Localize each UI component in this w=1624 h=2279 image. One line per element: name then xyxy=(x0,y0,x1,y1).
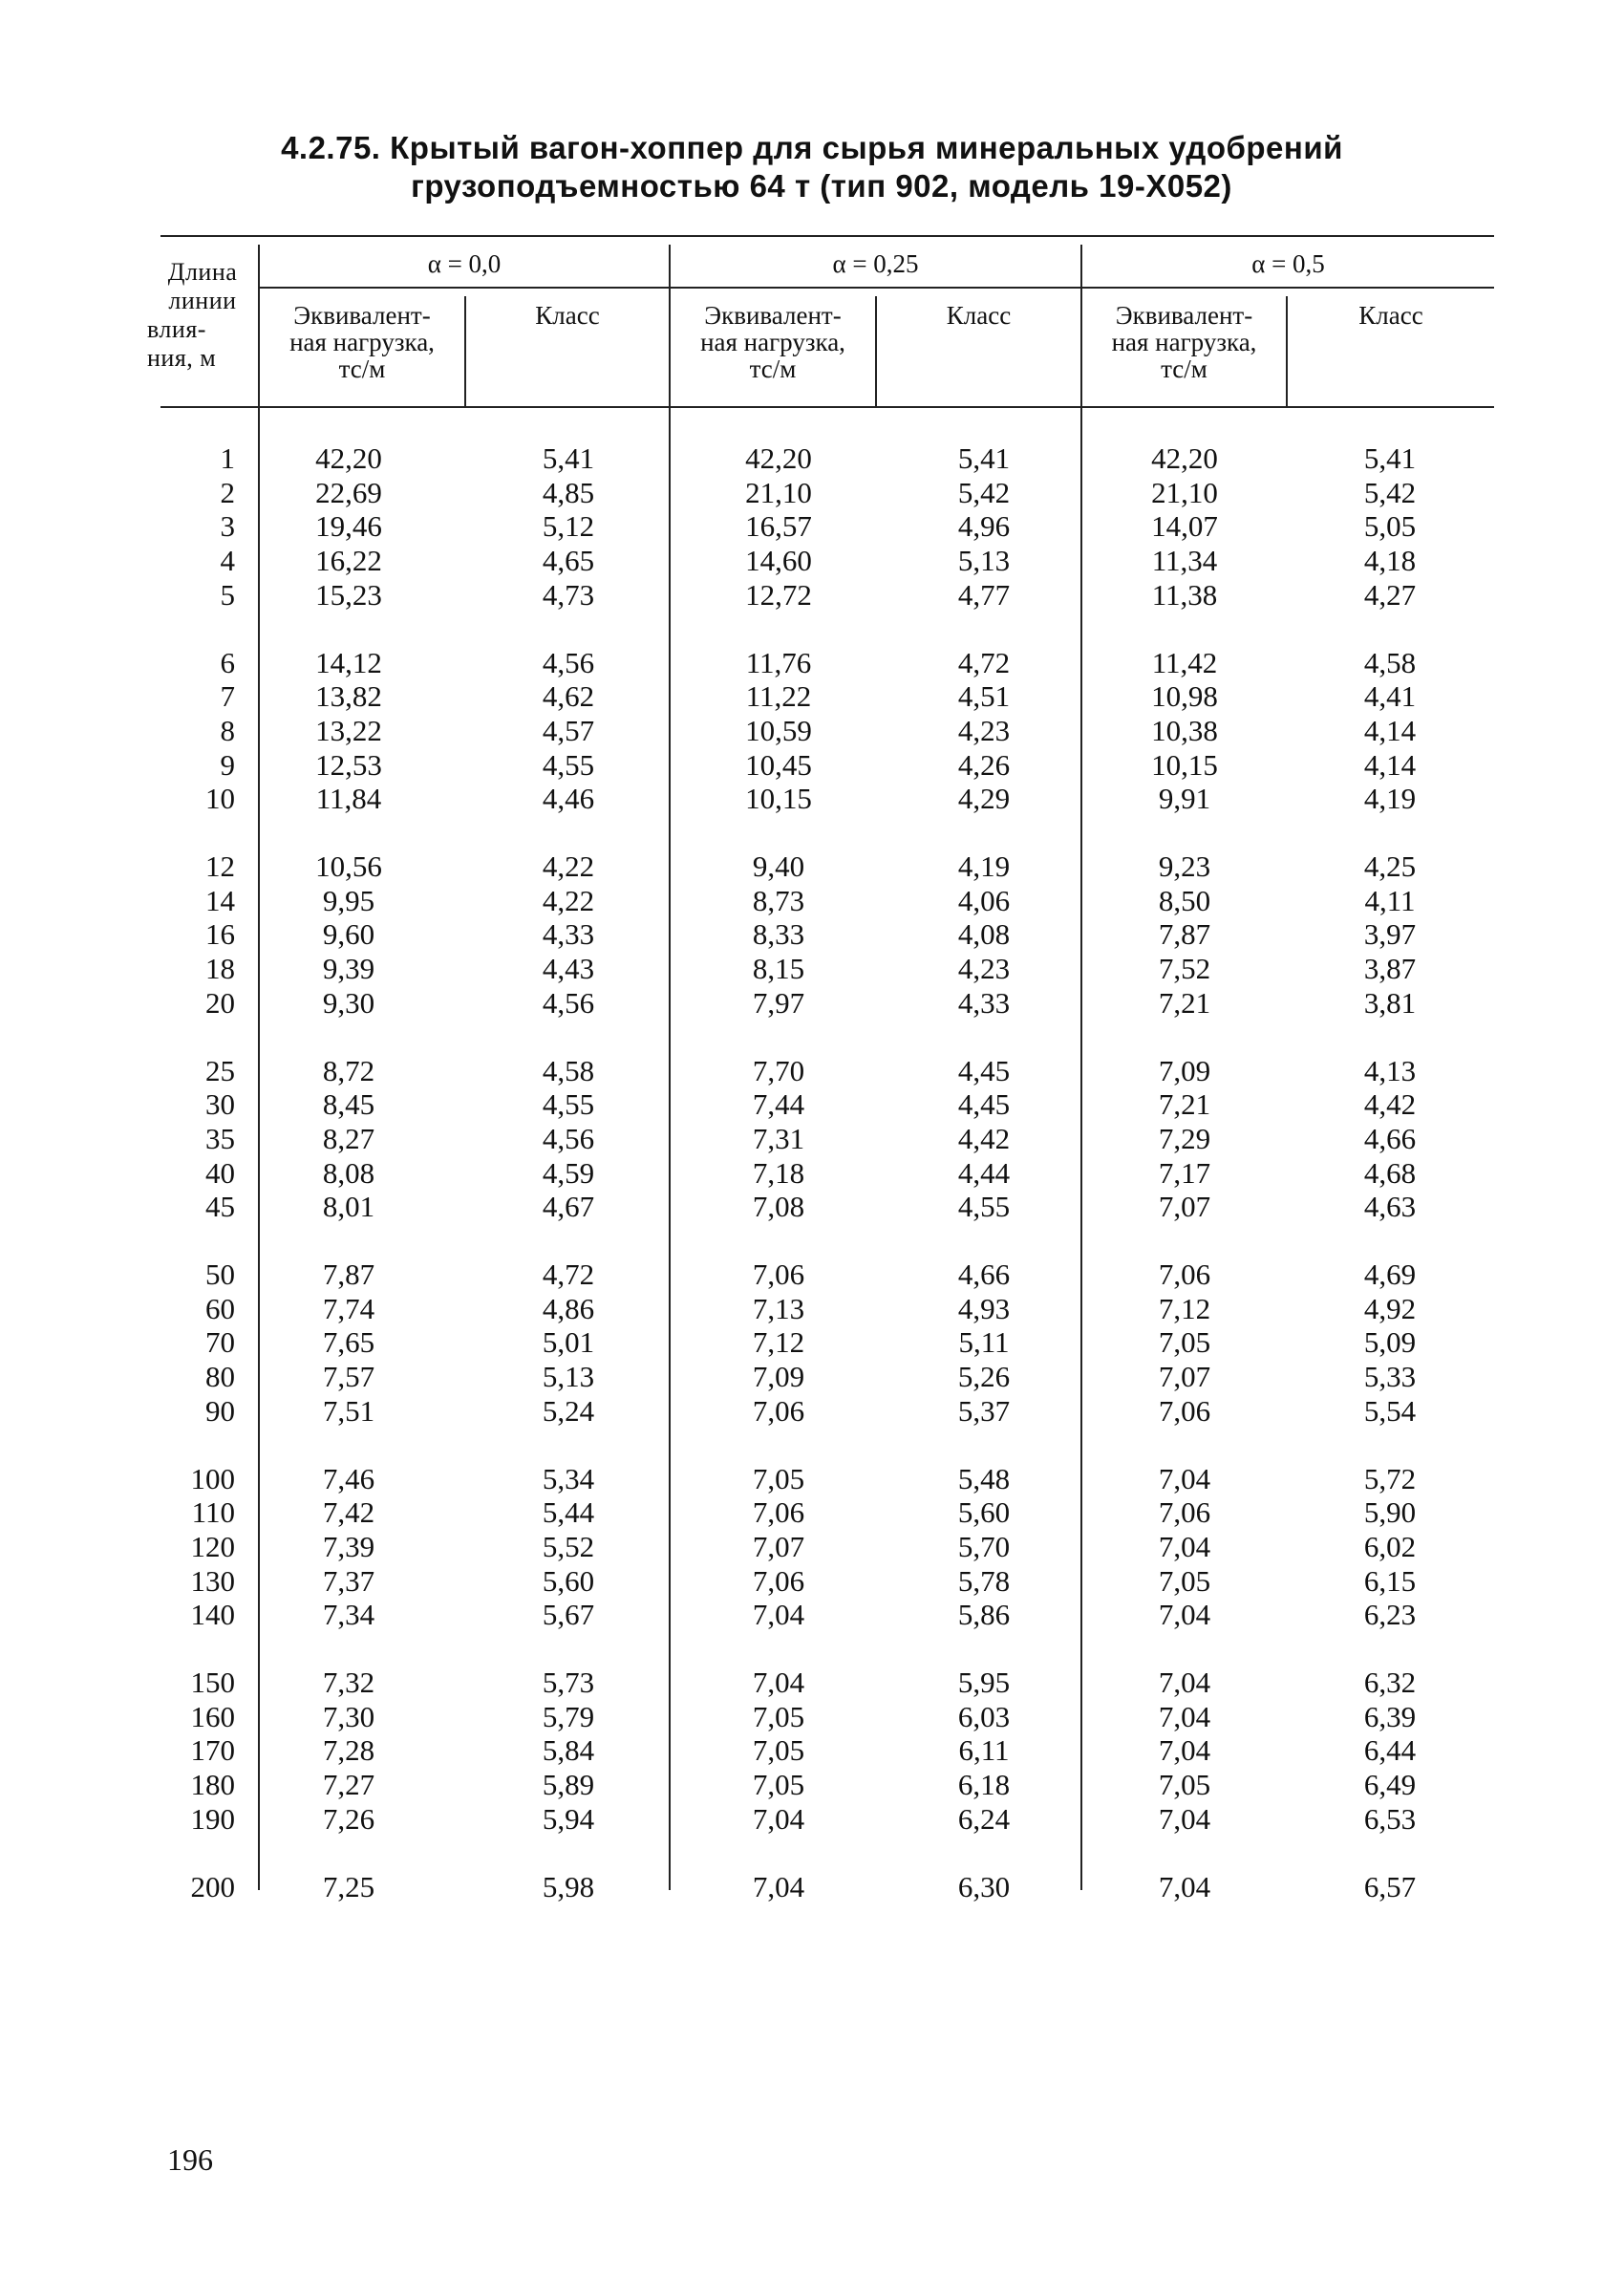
table-cell-a00-load: 15,23 xyxy=(315,578,382,612)
table-cell-a00-class: 5,52 xyxy=(542,1530,595,1563)
table-cell-length: 50 xyxy=(205,1258,235,1291)
table-cell-a05-load: 11,42 xyxy=(1151,646,1218,679)
table-cell-length: 150 xyxy=(190,1666,235,1699)
stub-divider xyxy=(258,245,260,1890)
table-cell-length: 30 xyxy=(205,1087,235,1121)
table-cell-length: 16 xyxy=(205,917,235,951)
table-cell-a00-load: 9,30 xyxy=(322,986,375,1020)
table-cell-a025-class: 4,51 xyxy=(957,679,1011,713)
table-cell-a05-load: 7,87 xyxy=(1158,917,1211,951)
alpha-header-0: α = 0,0 xyxy=(427,249,502,278)
table-cell-a025-class: 4,93 xyxy=(957,1292,1011,1325)
header-bottom-rule xyxy=(160,406,1494,408)
table-cell-a05-class: 5,54 xyxy=(1363,1394,1417,1428)
table-cell-a05-load: 42,20 xyxy=(1151,441,1218,475)
table-cell-a00-class: 5,94 xyxy=(542,1802,595,1836)
table-cell-a025-load: 7,97 xyxy=(752,986,805,1020)
table-cell-length: 160 xyxy=(190,1700,235,1733)
table-cell-a05-load: 7,04 xyxy=(1158,1700,1211,1733)
table-cell-length: 80 xyxy=(205,1360,235,1393)
load-header-line: ная нагрузка, xyxy=(289,328,435,356)
table-cell-a00-class: 4,22 xyxy=(542,849,595,883)
table-cell-a025-class: 5,13 xyxy=(957,544,1011,577)
table-cell-a05-load: 7,21 xyxy=(1158,1087,1211,1121)
table-cell-a00-class: 5,41 xyxy=(542,441,595,475)
table-cell-a05-load: 7,07 xyxy=(1158,1360,1211,1393)
table-cell-a00-class: 4,59 xyxy=(542,1156,595,1190)
table-cell-a05-load: 7,29 xyxy=(1158,1122,1211,1155)
stub-header-line-2: линии xyxy=(168,287,237,314)
table-cell-a05-class: 6,02 xyxy=(1363,1530,1417,1563)
load-header-025 xyxy=(671,302,875,382)
table-cell-a05-load: 7,05 xyxy=(1158,1325,1211,1359)
table-cell-a025-class: 4,96 xyxy=(957,509,1011,543)
table-cell-a05-class: 4,19 xyxy=(1363,782,1417,815)
class-header-0: Класс xyxy=(535,301,600,330)
table-cell-a00-class: 5,73 xyxy=(542,1666,595,1699)
table-cell-a00-class: 4,72 xyxy=(542,1258,595,1291)
table-cell-a025-class: 6,18 xyxy=(957,1768,1011,1801)
table-cell-a00-class: 4,67 xyxy=(542,1190,595,1223)
table-cell-a00-class: 5,24 xyxy=(542,1394,595,1428)
table-cell-a025-class: 6,30 xyxy=(957,1870,1011,1903)
table-cell-a025-load: 14,60 xyxy=(745,544,812,577)
table-cell-a05-class: 4,63 xyxy=(1363,1190,1417,1223)
table-cell-a00-load: 7,32 xyxy=(322,1666,375,1699)
table-cell-a025-class: 4,72 xyxy=(957,646,1011,679)
load-header-line: тс/м xyxy=(749,355,797,383)
table-cell-length: 35 xyxy=(205,1122,235,1155)
group-divider-1 xyxy=(669,245,671,1890)
load-header-line: тс/м xyxy=(1161,355,1207,383)
table-cell-a025-class: 4,55 xyxy=(957,1190,1011,1223)
load-header-line: ная нагрузка, xyxy=(700,328,845,356)
table-cell-a05-load: 7,21 xyxy=(1158,986,1211,1020)
table-cell-length: 20 xyxy=(205,986,235,1020)
load-header-0 xyxy=(260,302,464,382)
table-cell-a00-load: 7,42 xyxy=(322,1495,375,1529)
table-cell-a05-class: 6,15 xyxy=(1363,1564,1417,1598)
table-cell-a00-class: 4,56 xyxy=(542,1122,595,1155)
table-cell-a05-class: 5,09 xyxy=(1363,1325,1417,1359)
table-cell-a00-load: 42,20 xyxy=(315,441,382,475)
table-cell-a025-class: 5,78 xyxy=(957,1564,1011,1598)
table-cell-length: 3 xyxy=(220,509,235,543)
table-cell-a00-class: 4,85 xyxy=(542,476,595,509)
table-cell-a025-load: 7,44 xyxy=(752,1087,805,1121)
table-cell-a025-load: 7,31 xyxy=(752,1122,805,1155)
group-divider-2 xyxy=(1080,245,1082,1890)
table-cell-a05-class: 3,87 xyxy=(1363,952,1417,985)
table-cell-a00-class: 4,57 xyxy=(542,714,595,747)
table-cell-a025-load: 21,10 xyxy=(745,476,812,509)
table-cell-a05-class: 4,68 xyxy=(1363,1156,1417,1190)
table-cell-length: 100 xyxy=(190,1462,235,1495)
table-cell-a00-load: 11,84 xyxy=(315,782,382,815)
table-cell-a025-load: 9,40 xyxy=(752,849,805,883)
table-cell-a00-class: 4,58 xyxy=(542,1054,595,1087)
table-cell-a05-class: 6,44 xyxy=(1363,1733,1417,1767)
table-cell-a05-class: 6,39 xyxy=(1363,1700,1417,1733)
table-cell-a05-class: 4,92 xyxy=(1363,1292,1417,1325)
table-cell-a05-class: 4,13 xyxy=(1363,1054,1417,1087)
table-cell-a025-class: 4,19 xyxy=(957,849,1011,883)
table-cell-a025-class: 6,24 xyxy=(957,1802,1011,1836)
table-cell-a025-class: 4,42 xyxy=(957,1122,1011,1155)
title-line-1: 4.2.75. Крытый вагон-хоппер для сырья минеральных удобрений xyxy=(281,130,1343,165)
table-cell-a025-load: 7,06 xyxy=(752,1258,805,1291)
table-cell-a025-load: 7,08 xyxy=(752,1190,805,1223)
table-cell-a025-load: 16,57 xyxy=(745,509,812,543)
table-cell-a025-load: 7,70 xyxy=(752,1054,805,1087)
table-cell-a05-class: 4,58 xyxy=(1363,646,1417,679)
table-cell-a025-load: 12,72 xyxy=(745,578,812,612)
table-cell-a00-load: 9,95 xyxy=(322,884,375,917)
table-cell-a00-class: 5,60 xyxy=(542,1564,595,1598)
table-cell-a05-load: 7,04 xyxy=(1158,1733,1211,1767)
table-cell-a05-class: 6,57 xyxy=(1363,1870,1417,1903)
table-cell-a00-load: 12,53 xyxy=(315,748,382,782)
table-cell-a05-load: 7,04 xyxy=(1158,1666,1211,1699)
table-cell-a025-load: 8,73 xyxy=(752,884,805,917)
table-cell-a00-class: 5,12 xyxy=(542,509,595,543)
table-cell-a00-load: 9,60 xyxy=(322,917,375,951)
table-cell-a025-load: 7,13 xyxy=(752,1292,805,1325)
table-cell-a00-class: 5,84 xyxy=(542,1733,595,1767)
table-cell-a00-load: 16,22 xyxy=(315,544,382,577)
table-cell-a025-load: 10,59 xyxy=(745,714,812,747)
table-cell-a025-load: 8,33 xyxy=(752,917,805,951)
table-cell-a05-class: 4,18 xyxy=(1363,544,1417,577)
table-cell-a00-load: 8,08 xyxy=(322,1156,375,1190)
class-header-05: Класс xyxy=(1358,301,1423,330)
table-cell-a05-load: 14,07 xyxy=(1151,509,1218,543)
table-cell-a05-class: 4,41 xyxy=(1363,679,1417,713)
table-cell-a00-load: 7,25 xyxy=(322,1870,375,1903)
table-cell-a025-class: 4,23 xyxy=(957,714,1011,747)
table-cell-a05-class: 4,42 xyxy=(1363,1087,1417,1121)
table-cell-a00-class: 4,65 xyxy=(542,544,595,577)
table-cell-a00-load: 7,46 xyxy=(322,1462,375,1495)
table-cell-a025-load: 7,06 xyxy=(752,1394,805,1428)
table-cell-a025-class: 5,42 xyxy=(957,476,1011,509)
table-cell-length: 18 xyxy=(205,952,235,985)
table-cell-a00-load: 7,27 xyxy=(322,1768,375,1801)
table-cell-a05-class: 5,41 xyxy=(1363,441,1417,475)
table-cell-length: 90 xyxy=(205,1394,235,1428)
table-cell-a00-class: 5,79 xyxy=(542,1700,595,1733)
table-cell-length: 7 xyxy=(220,679,235,713)
table-cell-length: 5 xyxy=(220,578,235,612)
table-cell-length: 9 xyxy=(220,748,235,782)
load-header-line: Эквивалент- xyxy=(1115,301,1253,330)
table-cell-a025-load: 10,45 xyxy=(745,748,812,782)
table-cell-a05-class: 4,27 xyxy=(1363,578,1417,612)
table-cell-length: 70 xyxy=(205,1325,235,1359)
table-cell-a05-load: 7,12 xyxy=(1158,1292,1211,1325)
table-cell-a025-load: 7,05 xyxy=(752,1768,805,1801)
table-cell-a05-load: 21,10 xyxy=(1151,476,1218,509)
table-cell-a025-class: 4,26 xyxy=(957,748,1011,782)
load-header-line: ная нагрузка, xyxy=(1111,328,1257,356)
page-number: 196 xyxy=(167,2142,213,2177)
table-cell-a025-class: 5,95 xyxy=(957,1666,1011,1699)
table-cell-a05-class: 6,49 xyxy=(1363,1768,1417,1801)
table-cell-a00-class: 4,33 xyxy=(542,917,595,951)
table-cell-length: 120 xyxy=(190,1530,235,1563)
table-cell-a00-class: 4,22 xyxy=(542,884,595,917)
table-cell-a025-load: 42,20 xyxy=(745,441,812,475)
table-cell-a025-load: 7,05 xyxy=(752,1700,805,1733)
alpha-header-rule xyxy=(260,287,1494,289)
table-cell-a025-load: 7,04 xyxy=(752,1870,805,1903)
table-cell-length: 200 xyxy=(190,1870,235,1903)
table-cell-a025-class: 5,26 xyxy=(957,1360,1011,1393)
table-cell-a025-class: 5,86 xyxy=(957,1598,1011,1631)
table-cell-a05-load: 7,17 xyxy=(1158,1156,1211,1190)
table-cell-a025-load: 7,04 xyxy=(752,1802,805,1836)
table-cell-a00-load: 7,34 xyxy=(322,1598,375,1631)
table-cell-a025-load: 7,06 xyxy=(752,1495,805,1529)
table-cell-a05-load: 10,38 xyxy=(1151,714,1218,747)
table-cell-a00-class: 5,13 xyxy=(542,1360,595,1393)
table-cell-length: 6 xyxy=(220,646,235,679)
table-cell-a00-class: 4,43 xyxy=(542,952,595,985)
table-cell-a05-class: 4,69 xyxy=(1363,1258,1417,1291)
stub-header-line-3: влия- xyxy=(147,315,206,343)
table-cell-length: 180 xyxy=(190,1768,235,1801)
table-cell-a00-load: 10,56 xyxy=(315,849,382,883)
table-cell-a025-load: 7,07 xyxy=(752,1530,805,1563)
stub-header xyxy=(147,258,258,373)
table-cell-a05-load: 7,06 xyxy=(1158,1394,1211,1428)
table-cell-a05-load: 9,23 xyxy=(1158,849,1211,883)
table-cell-a00-load: 7,28 xyxy=(322,1733,375,1767)
table-cell-a05-class: 4,66 xyxy=(1363,1122,1417,1155)
table-cell-a00-class: 4,62 xyxy=(542,679,595,713)
table-cell-a00-load: 7,74 xyxy=(322,1292,375,1325)
table-cell-a00-load: 8,27 xyxy=(322,1122,375,1155)
table-cell-a025-load: 10,15 xyxy=(745,782,812,815)
table-cell-a05-class: 5,90 xyxy=(1363,1495,1417,1529)
table-cell-a025-class: 4,66 xyxy=(957,1258,1011,1291)
table-cell-a025-class: 4,45 xyxy=(957,1054,1011,1087)
table-cell-a05-load: 7,04 xyxy=(1158,1870,1211,1903)
table-cell-a025-class: 5,41 xyxy=(957,441,1011,475)
table-cell-a025-load: 7,12 xyxy=(752,1325,805,1359)
table-cell-a05-class: 4,14 xyxy=(1363,748,1417,782)
table-cell-a025-class: 5,48 xyxy=(957,1462,1011,1495)
table-cell-a00-class: 4,86 xyxy=(542,1292,595,1325)
table-top-rule xyxy=(160,235,1494,237)
table-cell-a05-class: 5,72 xyxy=(1363,1462,1417,1495)
table-cell-length: 140 xyxy=(190,1598,235,1631)
table-cell-a05-load: 11,38 xyxy=(1151,578,1218,612)
table-cell-a025-load: 8,15 xyxy=(752,952,805,985)
table-cell-a00-load: 19,46 xyxy=(315,509,382,543)
table-cell-a00-load: 14,12 xyxy=(315,646,382,679)
table-cell-a00-class: 4,55 xyxy=(542,1087,595,1121)
table-cell-a05-load: 7,09 xyxy=(1158,1054,1211,1087)
table-cell-length: 25 xyxy=(205,1054,235,1087)
table-cell-a00-load: 13,22 xyxy=(315,714,382,747)
table-cell-a025-load: 7,04 xyxy=(752,1666,805,1699)
table-cell-a05-load: 7,04 xyxy=(1158,1462,1211,1495)
table-cell-length: 170 xyxy=(190,1733,235,1767)
table-cell-a025-class: 4,06 xyxy=(957,884,1011,917)
table-cell-a025-class: 4,23 xyxy=(957,952,1011,985)
table-cell-a05-load: 7,07 xyxy=(1158,1190,1211,1223)
table-cell-a00-class: 4,56 xyxy=(542,986,595,1020)
table-cell-length: 4 xyxy=(220,544,235,577)
table-cell-a025-load: 7,04 xyxy=(752,1598,805,1631)
table-cell-a025-load: 7,05 xyxy=(752,1733,805,1767)
load-header-05 xyxy=(1082,302,1286,382)
table-cell-a05-class: 3,97 xyxy=(1363,917,1417,951)
table-cell-a05-load: 7,05 xyxy=(1158,1768,1211,1801)
table-cell-a025-load: 11,76 xyxy=(745,646,812,679)
table-cell-length: 60 xyxy=(205,1292,235,1325)
table-cell-a05-class: 6,53 xyxy=(1363,1802,1417,1836)
table-cell-a025-class: 4,33 xyxy=(957,986,1011,1020)
table-cell-a025-class: 6,03 xyxy=(957,1700,1011,1733)
table-cell-a025-load: 7,06 xyxy=(752,1564,805,1598)
table-cell-a05-load: 11,34 xyxy=(1151,544,1218,577)
table-cell-a05-class: 3,81 xyxy=(1363,986,1417,1020)
table-cell-a00-load: 8,01 xyxy=(322,1190,375,1223)
table-cell-a00-class: 4,56 xyxy=(542,646,595,679)
table-cell-a00-class: 5,98 xyxy=(542,1870,595,1903)
table-cell-a025-class: 4,29 xyxy=(957,782,1011,815)
table-cell-a025-class: 5,70 xyxy=(957,1530,1011,1563)
table-cell-a05-load: 7,06 xyxy=(1158,1258,1211,1291)
table-cell-a00-load: 8,72 xyxy=(322,1054,375,1087)
table-cell-a05-class: 4,11 xyxy=(1364,884,1416,917)
table-cell-a00-class: 5,01 xyxy=(542,1325,595,1359)
table-cell-a025-load: 7,09 xyxy=(752,1360,805,1393)
table-cell-a05-class: 4,25 xyxy=(1363,849,1417,883)
table-cell-a05-class: 5,33 xyxy=(1363,1360,1417,1393)
table-cell-a00-load: 7,87 xyxy=(322,1258,375,1291)
table-cell-a025-class: 6,11 xyxy=(958,1733,1010,1767)
table-cell-a05-class: 5,42 xyxy=(1363,476,1417,509)
stub-header-line-4: ния, м xyxy=(147,344,217,372)
table-cell-a05-load: 7,06 xyxy=(1158,1495,1211,1529)
table-cell-a00-load: 7,65 xyxy=(322,1325,375,1359)
load-header-line: Эквивалент- xyxy=(704,301,842,330)
table-cell-a00-class: 5,44 xyxy=(542,1495,595,1529)
table-cell-a05-load: 10,15 xyxy=(1151,748,1218,782)
table-cell-length: 10 xyxy=(205,782,235,815)
table-cell-length: 45 xyxy=(205,1190,235,1223)
table-cell-length: 2 xyxy=(220,476,235,509)
table-cell-a025-class: 5,11 xyxy=(958,1325,1010,1359)
load-header-line: тс/м xyxy=(338,355,386,383)
table-cell-length: 40 xyxy=(205,1156,235,1190)
table-cell-a05-load: 7,04 xyxy=(1158,1598,1211,1631)
table-cell-a05-class: 6,32 xyxy=(1363,1666,1417,1699)
table-cell-a00-load: 9,39 xyxy=(322,952,375,985)
table-cell-a00-load: 13,82 xyxy=(315,679,382,713)
table-cell-a05-load: 8,50 xyxy=(1158,884,1211,917)
table-cell-a05-load: 7,04 xyxy=(1158,1802,1211,1836)
table-cell-a00-load: 22,69 xyxy=(315,476,382,509)
table-cell-a05-class: 4,14 xyxy=(1363,714,1417,747)
table-cell-a00-class: 4,55 xyxy=(542,748,595,782)
table-cell-a05-class: 5,05 xyxy=(1363,509,1417,543)
table-cell-length: 110 xyxy=(191,1495,235,1529)
table-cell-a05-class: 6,23 xyxy=(1363,1598,1417,1631)
table-cell-a00-load: 7,30 xyxy=(322,1700,375,1733)
table-cell-a00-class: 4,46 xyxy=(542,782,595,815)
table-cell-a025-class: 4,44 xyxy=(957,1156,1011,1190)
table-cell-a025-class: 5,37 xyxy=(957,1394,1011,1428)
table-cell-a05-load: 9,91 xyxy=(1158,782,1211,815)
table-cell-a00-class: 5,34 xyxy=(542,1462,595,1495)
table-cell-a025-class: 4,08 xyxy=(957,917,1011,951)
stub-header-line-1: Длина xyxy=(167,258,238,286)
table-cell-a025-load: 11,22 xyxy=(745,679,812,713)
table-cell-a025-class: 4,77 xyxy=(957,578,1011,612)
table-cell-a00-class: 4,73 xyxy=(542,578,595,612)
table-cell-a00-load: 7,37 xyxy=(322,1564,375,1598)
table-cell-a00-load: 7,26 xyxy=(322,1802,375,1836)
table-cell-length: 130 xyxy=(190,1564,235,1598)
table-cell-length: 8 xyxy=(220,714,235,747)
table-cell-length: 14 xyxy=(205,884,235,917)
table-cell-a00-class: 5,89 xyxy=(542,1768,595,1801)
table-cell-a00-load: 7,39 xyxy=(322,1530,375,1563)
table-cell-length: 12 xyxy=(205,849,235,883)
table-cell-a05-load: 7,05 xyxy=(1158,1564,1211,1598)
table-cell-a00-load: 7,57 xyxy=(322,1360,375,1393)
table-cell-a025-load: 7,18 xyxy=(752,1156,805,1190)
table-cell-a00-load: 7,51 xyxy=(322,1394,375,1428)
table-cell-a00-class: 5,67 xyxy=(542,1598,595,1631)
alpha-header-05: α = 0,5 xyxy=(1251,249,1325,278)
title-line-2: грузоподъемностью 64 т (тип 902, модель 19-Х052) xyxy=(411,168,1232,204)
load-header-line: Эквивалент- xyxy=(293,301,431,330)
table-cell-a025-class: 5,60 xyxy=(957,1495,1011,1529)
table-cell-a05-load: 7,52 xyxy=(1158,952,1211,985)
table-cell-a05-load: 10,98 xyxy=(1151,679,1218,713)
table-cell-a05-load: 7,04 xyxy=(1158,1530,1211,1563)
table-cell-a025-load: 7,05 xyxy=(752,1462,805,1495)
table-cell-length: 190 xyxy=(190,1802,235,1836)
alpha-header-025: α = 0,25 xyxy=(832,249,919,278)
class-header-025: Класс xyxy=(946,301,1012,330)
table-cell-length: 1 xyxy=(220,441,235,475)
table-cell-a00-load: 8,45 xyxy=(322,1087,375,1121)
table-cell-a025-class: 4,45 xyxy=(957,1087,1011,1121)
